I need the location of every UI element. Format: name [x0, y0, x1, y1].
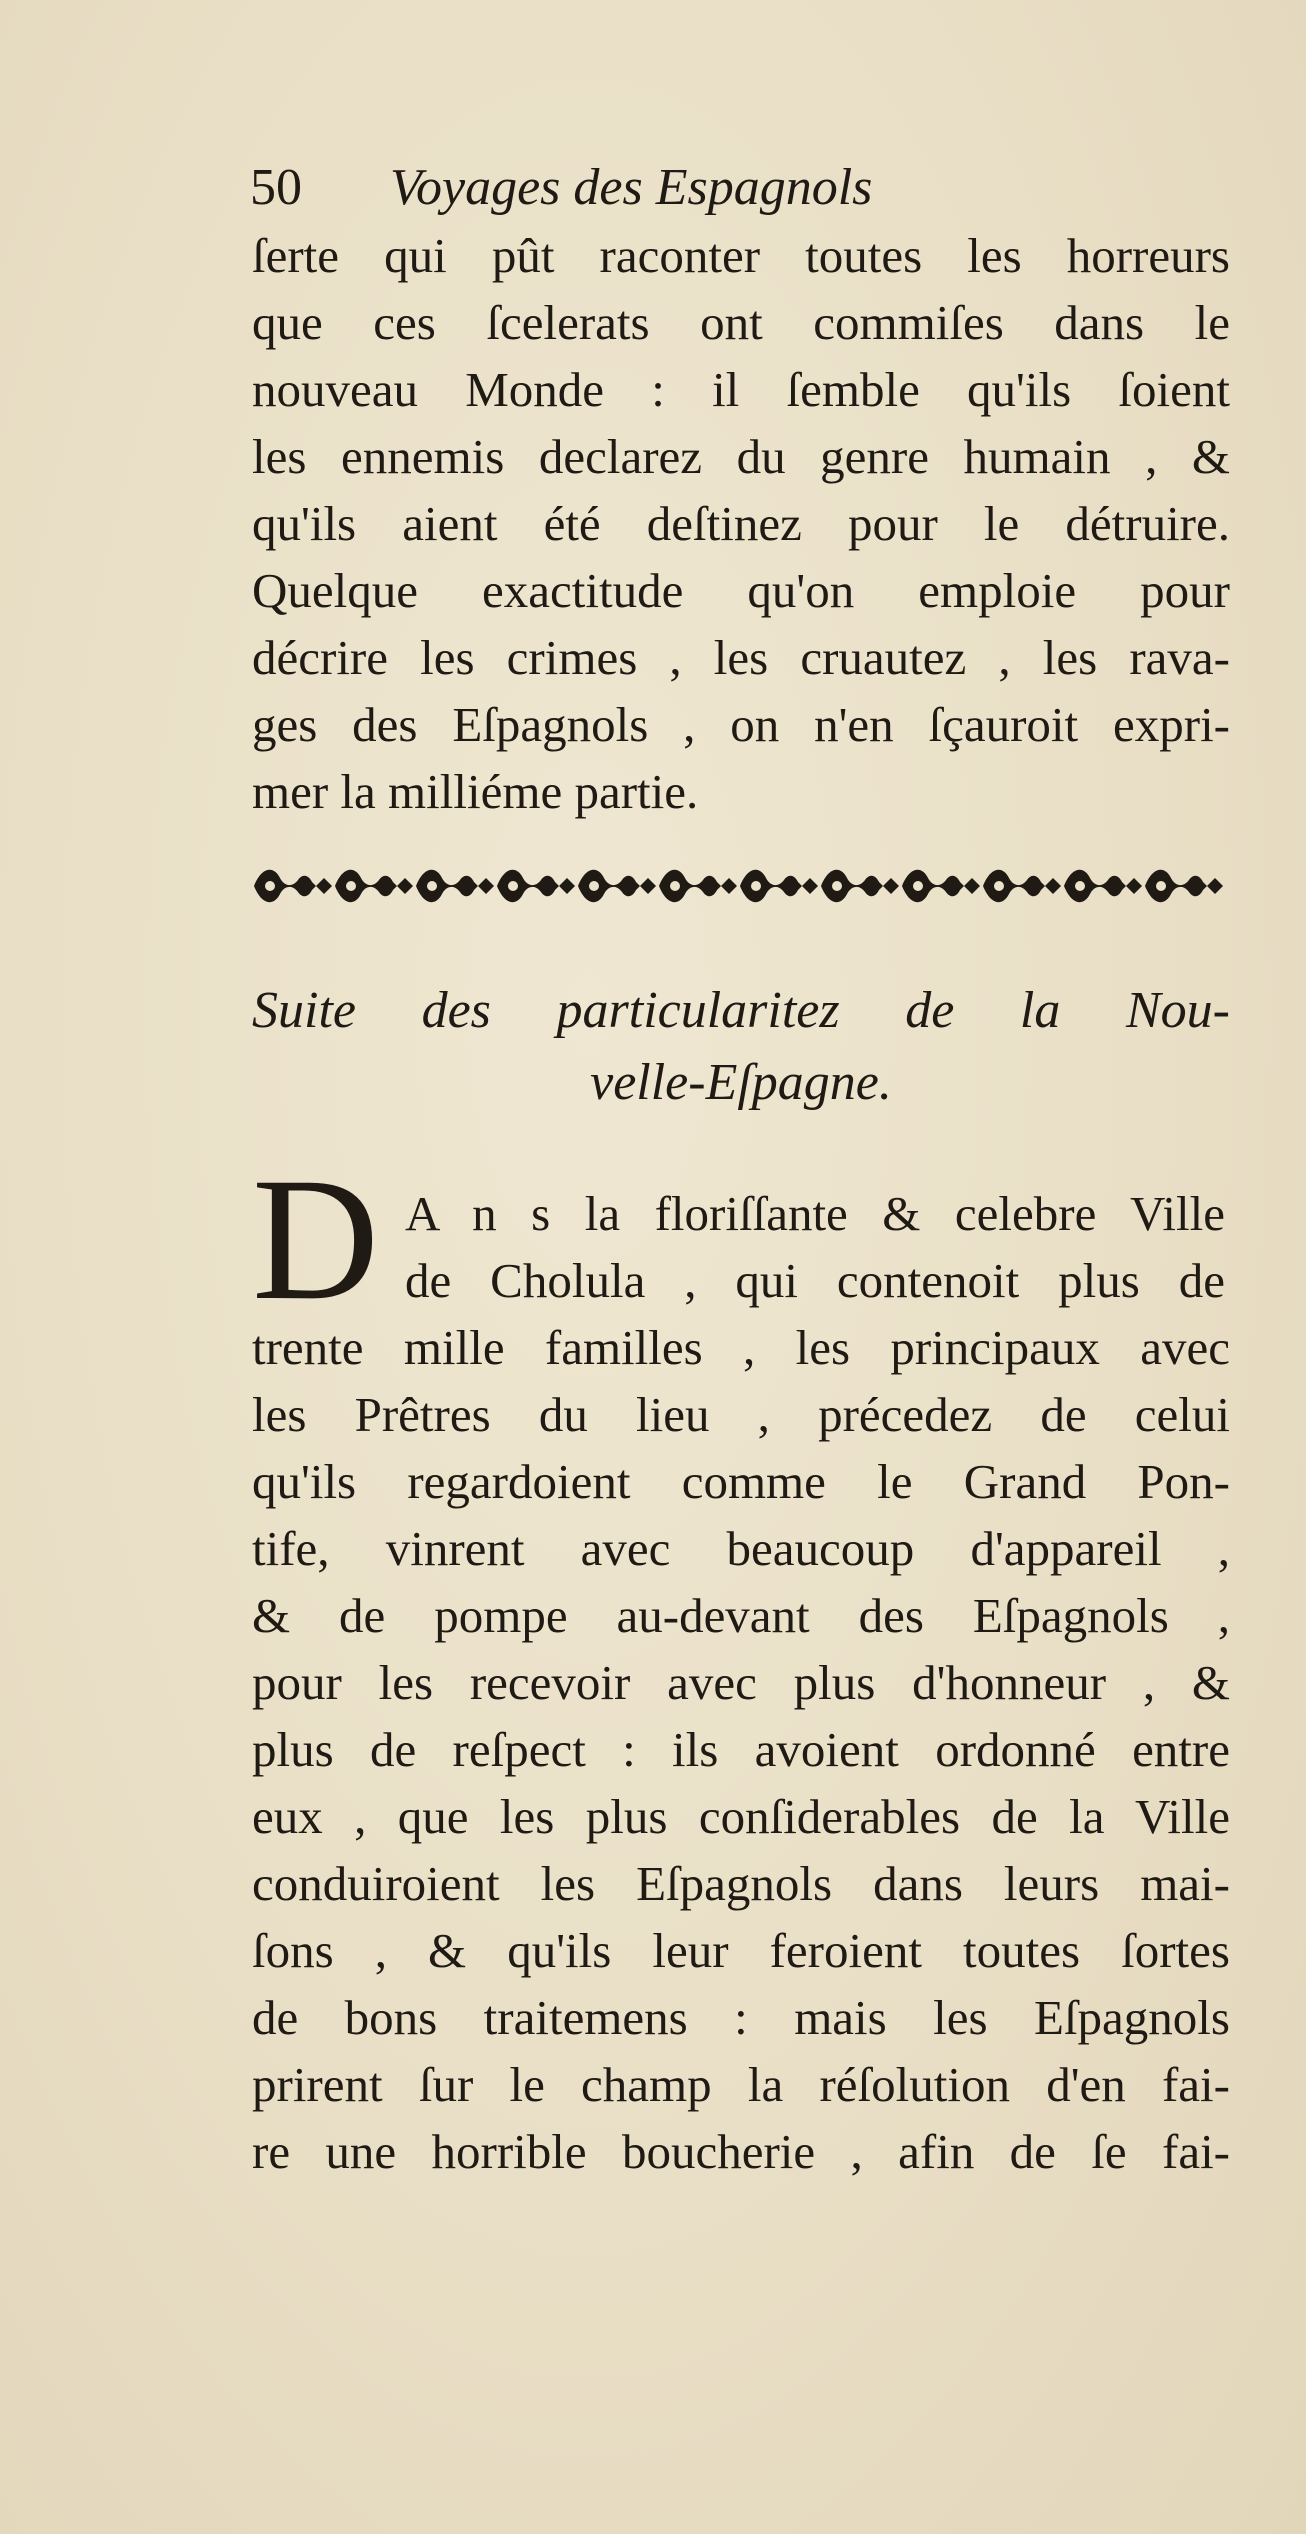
- text-line: de bons traitemens : mais les Eſpagnols: [252, 1990, 1230, 2045]
- paragraph-2-opening: [405, 1180, 1225, 1314]
- text-line: nouveau Monde : il ſemble qu'ils ſoient: [252, 362, 1230, 417]
- fleuron-band-icon: [252, 860, 1226, 912]
- text-line: eux , que les plus conſiderables de la Ville: [252, 1789, 1230, 1844]
- text-line: qu'ils aient été deſtinez pour le détruire.: [252, 496, 1230, 551]
- text-line: re une horrible boucherie , afin de ſe fai-: [252, 2124, 1230, 2179]
- paragraph-2: [252, 1314, 1230, 2185]
- text-line: les ennemis declarez du genre humain , &: [252, 429, 1230, 484]
- text-line: qu'ils regardoient comme le Grand Pon-: [252, 1454, 1230, 1509]
- text-line: ſons , & qu'ils leur feroient toutes ſortes: [252, 1923, 1230, 1978]
- text-line: trente mille familles , les principaux avec: [252, 1320, 1230, 1375]
- text-line: ges des Eſpagnols , on n'en ſçauroit expri-: [252, 697, 1230, 752]
- text-line: Quelque exactitude qu'on emploie pour: [252, 563, 1230, 618]
- text-line: que ces ſcelerats ont commiſes dans le: [252, 295, 1230, 350]
- section-heading: [252, 975, 1230, 1119]
- text-line: les Prêtres du lieu , précedez de celui: [252, 1387, 1230, 1442]
- text-line: tife, vinrent avec beaucoup d'appareil ,: [252, 1521, 1230, 1576]
- text-line: ſerte qui pût raconter toutes les horreurs: [252, 228, 1230, 283]
- running-header: [250, 152, 1230, 224]
- section-title-line-2: velle-Eſpagne.: [590, 1054, 892, 1111]
- drop-cap: D: [252, 1142, 380, 1337]
- text-line: & de pompe au-devant des Eſpagnols ,: [252, 1588, 1230, 1643]
- text-line: de Cholula , qui contenoit plus de: [405, 1253, 1225, 1308]
- text-line: A n s la floriſſante & celebre Ville: [405, 1186, 1225, 1241]
- text-line: plus de reſpect : ils avoient ordonné entre: [252, 1722, 1230, 1777]
- text-line: pour les recevoir avec plus d'honneur , &: [252, 1655, 1230, 1710]
- text-line: décrire les crimes , les cruautez , les rava-: [252, 630, 1230, 685]
- text-line: prirent ſur le champ la réſolution d'en fai-: [252, 2057, 1230, 2112]
- text-line: mer la milliéme partie.: [252, 764, 699, 819]
- page-number: 50: [250, 159, 302, 216]
- section-title-line-1: Suite des particularitez de la Nou-: [252, 982, 1230, 1039]
- text-line: conduiroient les Eſpagnols dans leurs mai-: [252, 1856, 1230, 1911]
- paragraph-1: [252, 222, 1230, 825]
- running-title: Voyages des Espagnols: [390, 159, 873, 216]
